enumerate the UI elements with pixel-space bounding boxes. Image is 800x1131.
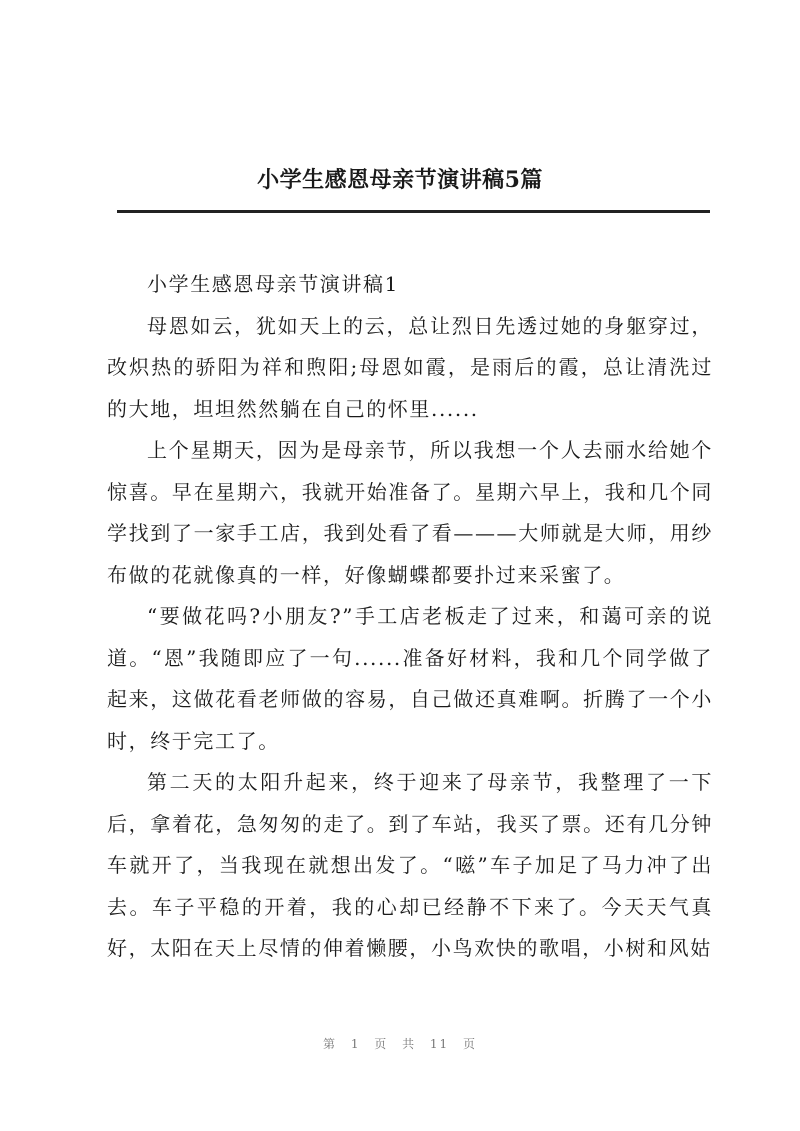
title-divider — [117, 210, 710, 213]
document-body — [107, 264, 713, 970]
section-heading: 小学生感恩母亲节演讲稿1 — [147, 272, 399, 296]
paragraph-1: 母恩如云，犹如天上的云，总让烈日先透过她的身躯穿过，改炽热的骄阳为祥和煦阳;母恩如霞，是雨后的霞，总让清洗过的大地，坦坦然然躺在自己的怀里...... — [107, 313, 713, 421]
page-footer: 第 1 页 共 11 页 — [323, 1037, 477, 1051]
paragraph-2: 上个星期天，因为是母亲节，所以我想一个人去丽水给她个惊喜。早在星期六，我就开始准备了。星期六早上，我和几个同学找到了一家手工店，我到处看了看———大师就是大师，用纱布做的花就像真的一样，好像蝴蝶都要扑过来采蜜了。 — [107, 438, 713, 587]
paragraph-3: “要做花吗?小朋友?”手工店老板走了过来，和蔼可亲的说道。“恩”我随即应了一句......准备好材料，我和几个同学做了起来，这做花看老师做的容易，自己做还真难啊。折腾了一个小时，终于完工了。 — [107, 604, 713, 753]
paragraph-4: 第二天的太阳升起来，终于迎来了母亲节，我整理了一下后，拿着花，急匆匆的走了。到了车站，我买了票。还有几分钟车就开了，当我现在就想出发了。“嗞”车子加足了马力冲了出去。车子平稳的开着，我的心却已经静不下来了。今天天气真好，太阳在天上尽情的伸着懒腰，小鸟欢快的歌唱，小树和风姑 — [107, 770, 713, 960]
document-title: 小学生感恩母亲节演讲稿5篇 — [257, 167, 543, 193]
